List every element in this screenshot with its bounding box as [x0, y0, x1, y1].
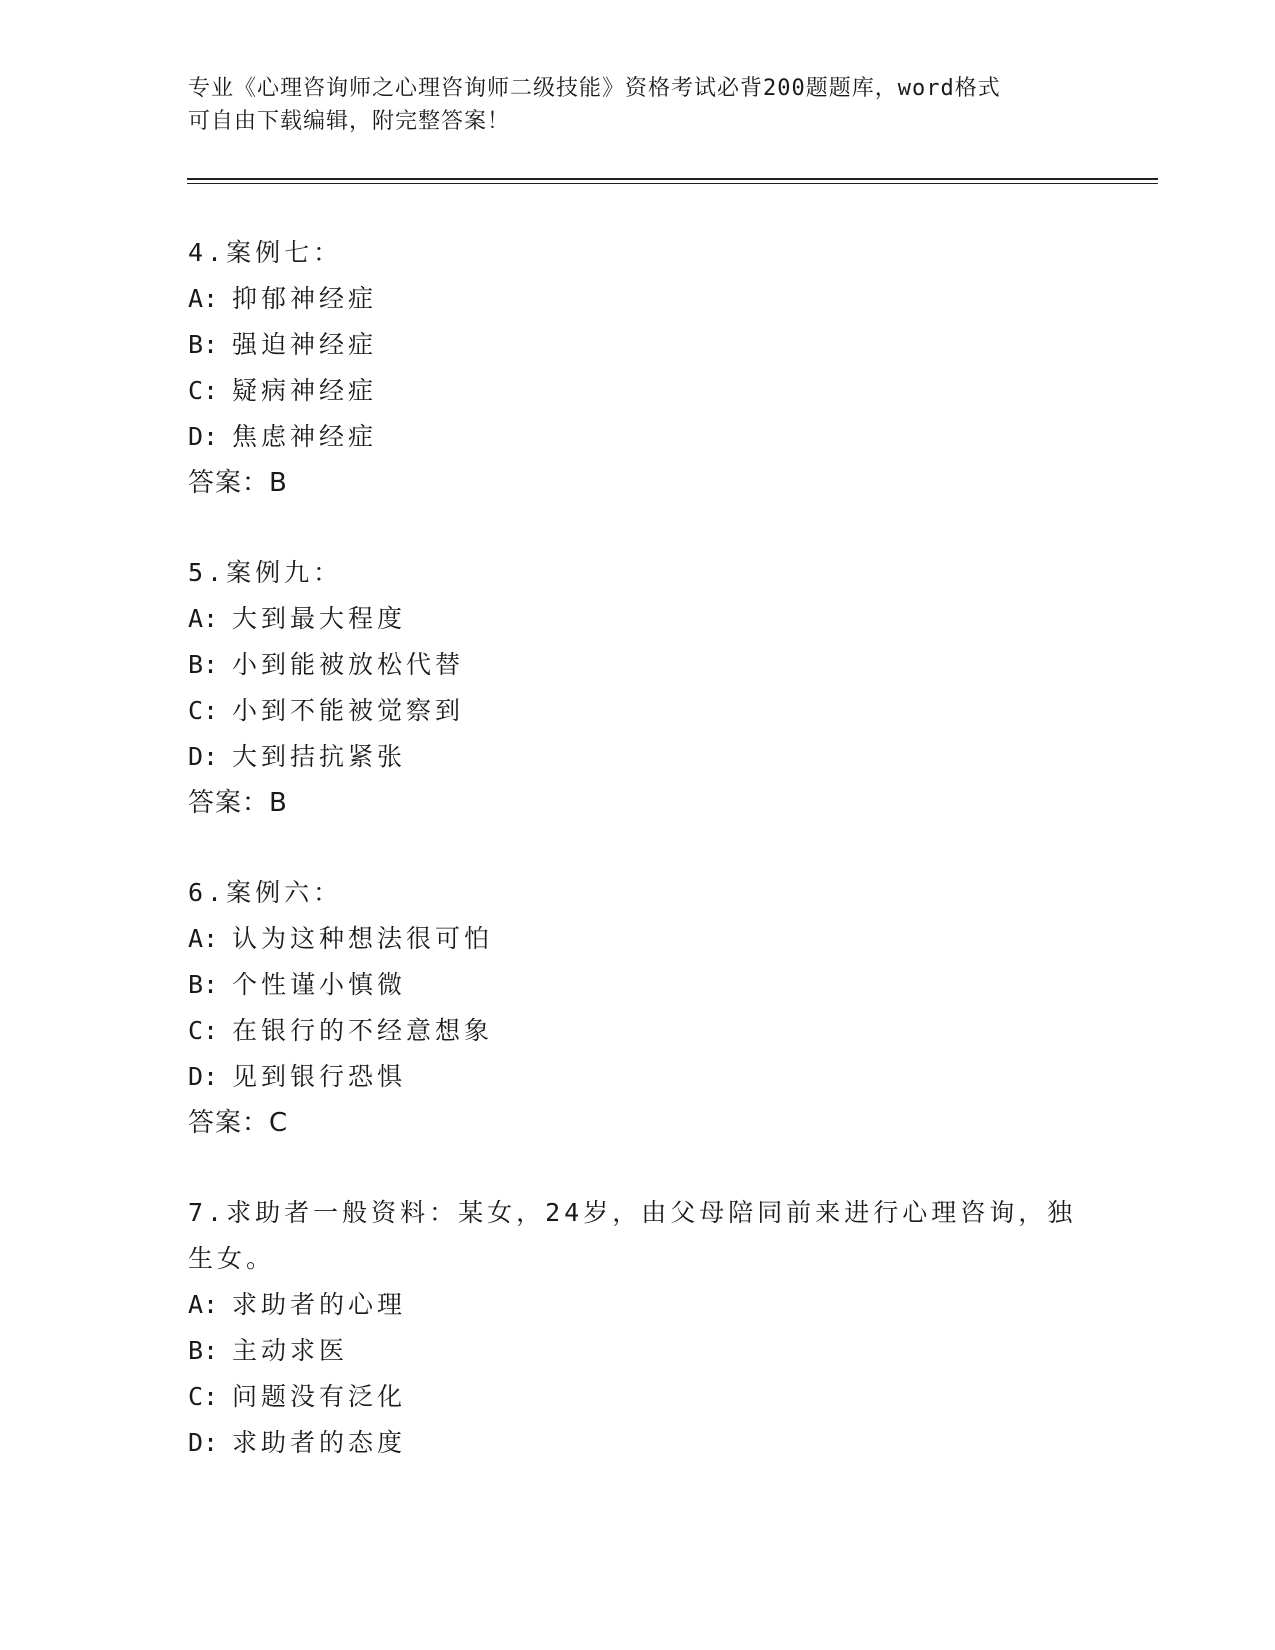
question-title	[188, 1190, 1088, 1282]
option-text: 大到最大程度	[232, 604, 407, 633]
option-key: D:	[188, 1062, 219, 1091]
question-4	[188, 230, 1088, 506]
option-text: 求助者的态度	[232, 1428, 407, 1457]
option-key: B:	[188, 970, 219, 999]
option-text: 在银行的不经意想象	[232, 1016, 494, 1045]
option-text: 认为这种想法很可怕	[232, 924, 494, 953]
document-header	[188, 72, 1068, 138]
header-line-2: 可自由下载编辑，附完整答案！	[188, 109, 511, 134]
option-text: 个性谨小慎微	[232, 970, 407, 999]
option-b	[188, 962, 1088, 1008]
question-6	[188, 870, 1088, 1146]
option-b	[188, 642, 1088, 688]
option-key: D:	[188, 742, 219, 771]
question-title: 4.案例七：	[188, 238, 343, 267]
option-text: 求助者的心理	[232, 1290, 407, 1319]
option-b	[188, 1328, 1088, 1374]
option-key: C:	[188, 1382, 219, 1411]
header-divider	[187, 178, 1158, 184]
option-d	[188, 734, 1088, 780]
option-a	[188, 276, 1088, 322]
answer: 答案：C	[188, 1108, 289, 1138]
option-text: 疑病神经症	[232, 376, 378, 405]
question-title: 6.案例六：	[188, 878, 343, 907]
option-text: 主动求医	[232, 1336, 349, 1365]
option-text: 小到能被放松代替	[232, 650, 465, 679]
option-text: 见到银行恐惧	[232, 1062, 407, 1091]
option-key: D:	[188, 422, 219, 451]
option-key: B:	[188, 650, 219, 679]
option-key: A:	[188, 604, 219, 633]
option-a	[188, 596, 1088, 642]
option-b	[188, 322, 1088, 368]
option-key: C:	[188, 696, 219, 725]
option-text: 问题没有泛化	[232, 1382, 407, 1411]
option-c	[188, 1374, 1088, 1420]
option-key: A:	[188, 924, 219, 953]
option-key: A:	[188, 284, 219, 313]
option-c	[188, 688, 1088, 734]
option-d	[188, 414, 1088, 460]
question-7	[188, 1190, 1088, 1466]
option-text: 小到不能被觉察到	[232, 696, 465, 725]
option-text: 大到拮抗紧张	[232, 742, 407, 771]
option-d	[188, 1420, 1088, 1466]
question-title: 5.案例九：	[188, 558, 343, 587]
option-key: A:	[188, 1290, 219, 1319]
question-5	[188, 550, 1088, 826]
option-a	[188, 916, 1088, 962]
header-line-1: 专业《心理咨询师之心理咨询师二级技能》资格考试必背200题题库，word格式	[188, 76, 1001, 101]
option-key: D:	[188, 1428, 219, 1457]
option-d	[188, 1054, 1088, 1100]
question-title-line-2: 生女。	[188, 1244, 276, 1273]
option-text: 抑郁神经症	[232, 284, 378, 313]
option-key: C:	[188, 1016, 219, 1045]
option-key: B:	[188, 1336, 219, 1365]
answer: 答案：B	[188, 468, 288, 498]
answer: 答案：B	[188, 788, 288, 818]
option-c	[188, 368, 1088, 414]
question-title-line-1: 7.求助者一般资料：某女，24岁，由父母陪同前来进行心理咨询，独	[188, 1198, 1077, 1227]
option-text: 强迫神经症	[232, 330, 378, 359]
option-c	[188, 1008, 1088, 1054]
option-key: C:	[188, 376, 219, 405]
option-a	[188, 1282, 1088, 1328]
option-key: B:	[188, 330, 219, 359]
option-text: 焦虑神经症	[232, 422, 378, 451]
